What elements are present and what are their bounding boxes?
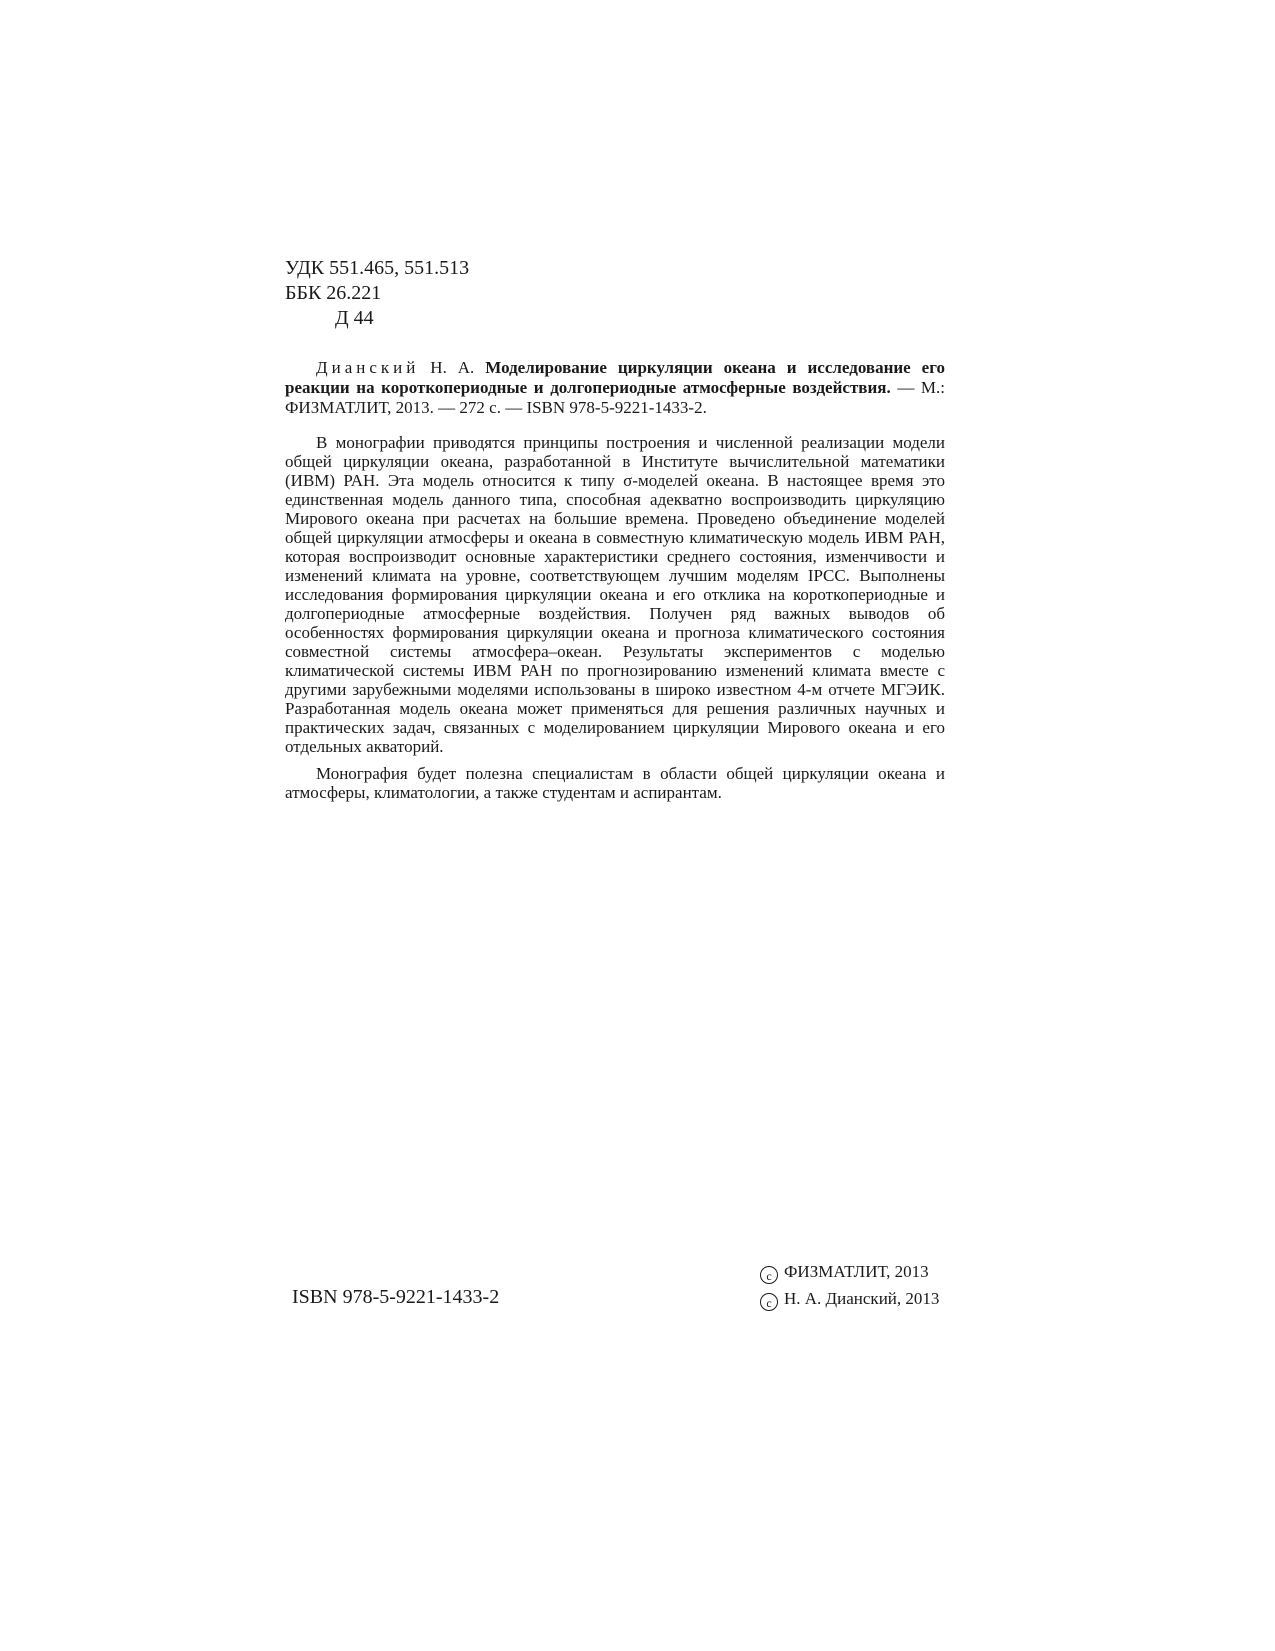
copyright-line bbox=[760, 1258, 939, 1285]
cutter-mark: Д 44 bbox=[335, 307, 374, 329]
bbk-code: ББК 26.221 bbox=[285, 282, 382, 304]
abstract-paragraph: В монографии приводятся принципы построения и численной реализации модели общей циркуляции океана, разработанной в Институте вычислительной математики (ИВМ) РАН. Эта модель относится к типу σ-моделей океана. В настоящее время это единственная модель данного типа, способная адекватно воспроизводить циркуляцию Мирового океана при расчетах на большие времена. Проведено объединение моделей общей циркуляции атмосферы и океана в совместную климатическую модель ИВМ РАН, которая воспроизводит основные характеристики среднего состояния, изменчивости и изменений климата на уровне, соответствующем лучшим моделям IPCC. Выполнены исследования формирования циркуляции океана и его отклика на короткопериодные и долгопериодные атмосферные воздействия. Получен ряд важных выводов об особенностях формирования циркуляции океана и прогноза климатического состояния совместной системы атмосфера–океан. Результаты экспериментов с моделью климатической системы ИВМ РАН по прогнозированию изменений климата вместе с другими зарубежными моделями использованы в широко известном 4-м отчете МГЭИК. Разработанная модель океана может применяться для решения различных научных и практических задач, связанных с моделированием циркуляции Мирового океана и его отдельных акваторий. bbox=[285, 433, 945, 756]
isbn-number: ISBN 978-5-9221-1433-2 bbox=[292, 1286, 500, 1308]
copyright-icon: c bbox=[760, 1266, 778, 1284]
copyright-line bbox=[760, 1285, 939, 1312]
book-title: Моделирование циркуляции океана и исследование его реакции на короткопериодные и долгопериодные атмосферные воздействия. bbox=[285, 358, 946, 397]
classification-block bbox=[285, 256, 469, 331]
copyright-block bbox=[760, 1258, 939, 1312]
author-surname: Дианский bbox=[316, 358, 420, 377]
abstract-paragraph: Монография будет полезна специалистам в области общей циркуляции океана и атмосферы, климатологии, а также студентам и аспирантам. bbox=[285, 764, 945, 802]
copyright-publisher: ФИЗМАТЛИТ, 2013 bbox=[784, 1262, 929, 1281]
bibliographic-record bbox=[285, 358, 945, 418]
copyright-icon: c bbox=[760, 1293, 778, 1311]
author-initials: Н. А. bbox=[430, 358, 475, 377]
copyright-author: Н. А. Дианский, 2013 bbox=[784, 1289, 940, 1308]
imprint-details: — М.: ФИЗМАТЛИТ, 2013. — 272 с. — ISBN 978-5-9221-1433-2. bbox=[285, 378, 946, 417]
abstract bbox=[285, 433, 945, 810]
udk-code: УДК 551.465, 551.513 bbox=[285, 257, 470, 279]
